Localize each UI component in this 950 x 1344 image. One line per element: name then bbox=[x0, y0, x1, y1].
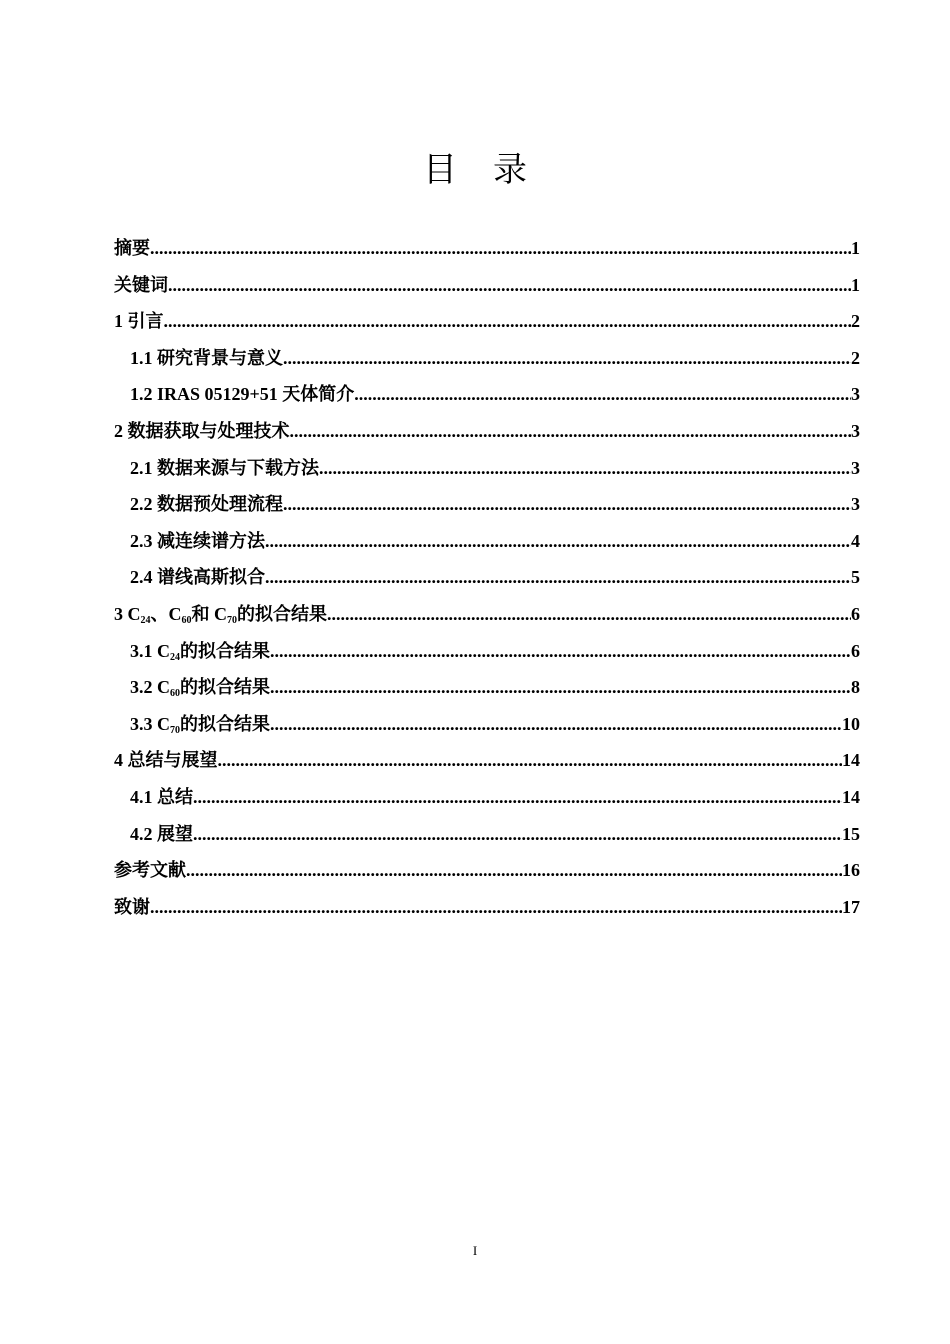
toc-entry-4-2[interactable] bbox=[114, 816, 860, 853]
toc-leader-dots bbox=[270, 633, 851, 670]
toc-entry-label: 2.3 减连续谱方法 bbox=[130, 530, 265, 551]
toc-page-number: 4 bbox=[851, 530, 860, 551]
toc-entry-label: 3.3 $C_{70}$的拟合结果 bbox=[130, 713, 270, 736]
page-number-footer: I bbox=[472, 1243, 478, 1258]
toc-page-number: 2 bbox=[851, 311, 860, 332]
toc-page-number: 15 bbox=[842, 823, 860, 844]
title-char-1: 目 bbox=[423, 150, 457, 190]
toc-entry-label: 摘要 bbox=[114, 238, 150, 258]
toc-leader-dots bbox=[150, 889, 842, 926]
toc-leader-dots bbox=[186, 852, 842, 889]
toc-leader-dots bbox=[193, 779, 842, 816]
toc-entry-chapter-2[interactable] bbox=[114, 413, 860, 450]
toc-entry-label: 2.2 数据预处理流程 bbox=[130, 494, 283, 515]
toc-page-number: 3 bbox=[851, 494, 860, 515]
toc-page-number: 17 bbox=[842, 896, 860, 917]
toc-entry-label: 1.1 研究背景与意义 bbox=[130, 347, 283, 368]
toc-entry-2-2[interactable] bbox=[114, 486, 860, 523]
toc-leader-dots bbox=[265, 559, 851, 596]
title-char-2: 录 bbox=[493, 150, 527, 190]
toc-page-number: 5 bbox=[851, 567, 860, 588]
toc-page-number: 8 bbox=[851, 677, 860, 698]
toc-entry-3-2[interactable] bbox=[114, 669, 860, 706]
toc-page-number: 3 bbox=[851, 420, 860, 441]
toc-entry-label: 3.2 $C_{60}$的拟合结果 bbox=[130, 677, 270, 700]
toc-entry-2-3[interactable] bbox=[114, 523, 860, 560]
toc-leader-dots bbox=[270, 669, 851, 706]
toc-page-number: 6 bbox=[851, 603, 860, 624]
toc-entry-abstract[interactable] bbox=[114, 230, 860, 267]
toc-entry-references[interactable] bbox=[114, 852, 860, 889]
toc-leader-dots bbox=[150, 230, 851, 267]
toc-entry-label: 4.2 展望 bbox=[130, 823, 193, 844]
toc-entry-keywords[interactable] bbox=[114, 267, 860, 304]
toc-entry-label: 2.1 数据来源与下载方法 bbox=[130, 457, 319, 478]
toc-entry-label: 2.4 谱线高斯拟合 bbox=[130, 567, 265, 588]
toc-entry-label: 3.1 $C_{24}$的拟合结果 bbox=[130, 640, 270, 663]
toc-page-number: 1 bbox=[851, 238, 860, 258]
toc-entry-label: 2 数据获取与处理技术 bbox=[114, 420, 290, 441]
toc-page-number: 10 bbox=[842, 713, 860, 734]
toc-leader-dots bbox=[283, 486, 851, 523]
toc-leader-dots bbox=[283, 340, 851, 377]
toc-entry-2-4[interactable] bbox=[114, 559, 860, 596]
toc-entry-2-1[interactable] bbox=[114, 450, 860, 487]
toc-entry-1-1[interactable] bbox=[114, 340, 860, 377]
toc-leader-dots bbox=[270, 706, 842, 743]
toc-entry-label: 致谢 bbox=[114, 896, 150, 917]
toc-page-number: 14 bbox=[842, 750, 860, 771]
toc-page-number: 3 bbox=[851, 384, 860, 405]
toc-page-number: 6 bbox=[851, 640, 860, 661]
toc-leader-dots bbox=[354, 376, 851, 413]
toc-page-number: 14 bbox=[842, 786, 860, 807]
toc-entry-1-2[interactable] bbox=[114, 376, 860, 413]
toc-entry-chapter-4[interactable] bbox=[114, 742, 860, 779]
toc-entry-label: 关键词 bbox=[114, 274, 168, 295]
toc-entry-label: 4.1 总结 bbox=[130, 786, 193, 807]
toc-leader-dots bbox=[164, 303, 852, 340]
toc-entry-3-3[interactable] bbox=[114, 706, 860, 743]
toc-entry-label: 参考文献 bbox=[114, 860, 186, 881]
toc-page-number: 3 bbox=[851, 457, 860, 478]
toc-entry-label: 1.2 IRAS 05129+51 天体简介 bbox=[130, 384, 355, 405]
page-title bbox=[0, 142, 950, 191]
toc-leader-dots bbox=[168, 267, 851, 304]
toc-leader-dots bbox=[319, 450, 851, 487]
toc-entry-label: 1 引言 bbox=[114, 311, 164, 332]
toc-entry-4-1[interactable] bbox=[114, 779, 860, 816]
toc-entry-label: 3 $C_{24}$、$C_{60}$和 $C_{70}$的拟合结果 bbox=[114, 603, 327, 626]
toc-page-number: 1 bbox=[851, 274, 860, 295]
toc-entry-chapter-3[interactable] bbox=[114, 596, 860, 633]
toc-leader-dots bbox=[265, 523, 851, 560]
toc-leader-dots bbox=[218, 742, 843, 779]
toc-leader-dots bbox=[193, 816, 842, 853]
table-of-contents bbox=[114, 230, 860, 925]
toc-page-number: 16 bbox=[842, 860, 860, 881]
toc-entry-acknowledgements[interactable] bbox=[114, 889, 860, 926]
toc-leader-dots bbox=[290, 413, 852, 450]
toc-page-number: 2 bbox=[851, 347, 860, 368]
toc-entry-introduction[interactable] bbox=[114, 303, 860, 340]
toc-leader-dots bbox=[327, 596, 851, 633]
toc-entry-label: 4 总结与展望 bbox=[114, 750, 218, 771]
toc-entry-3-1[interactable] bbox=[114, 633, 860, 670]
